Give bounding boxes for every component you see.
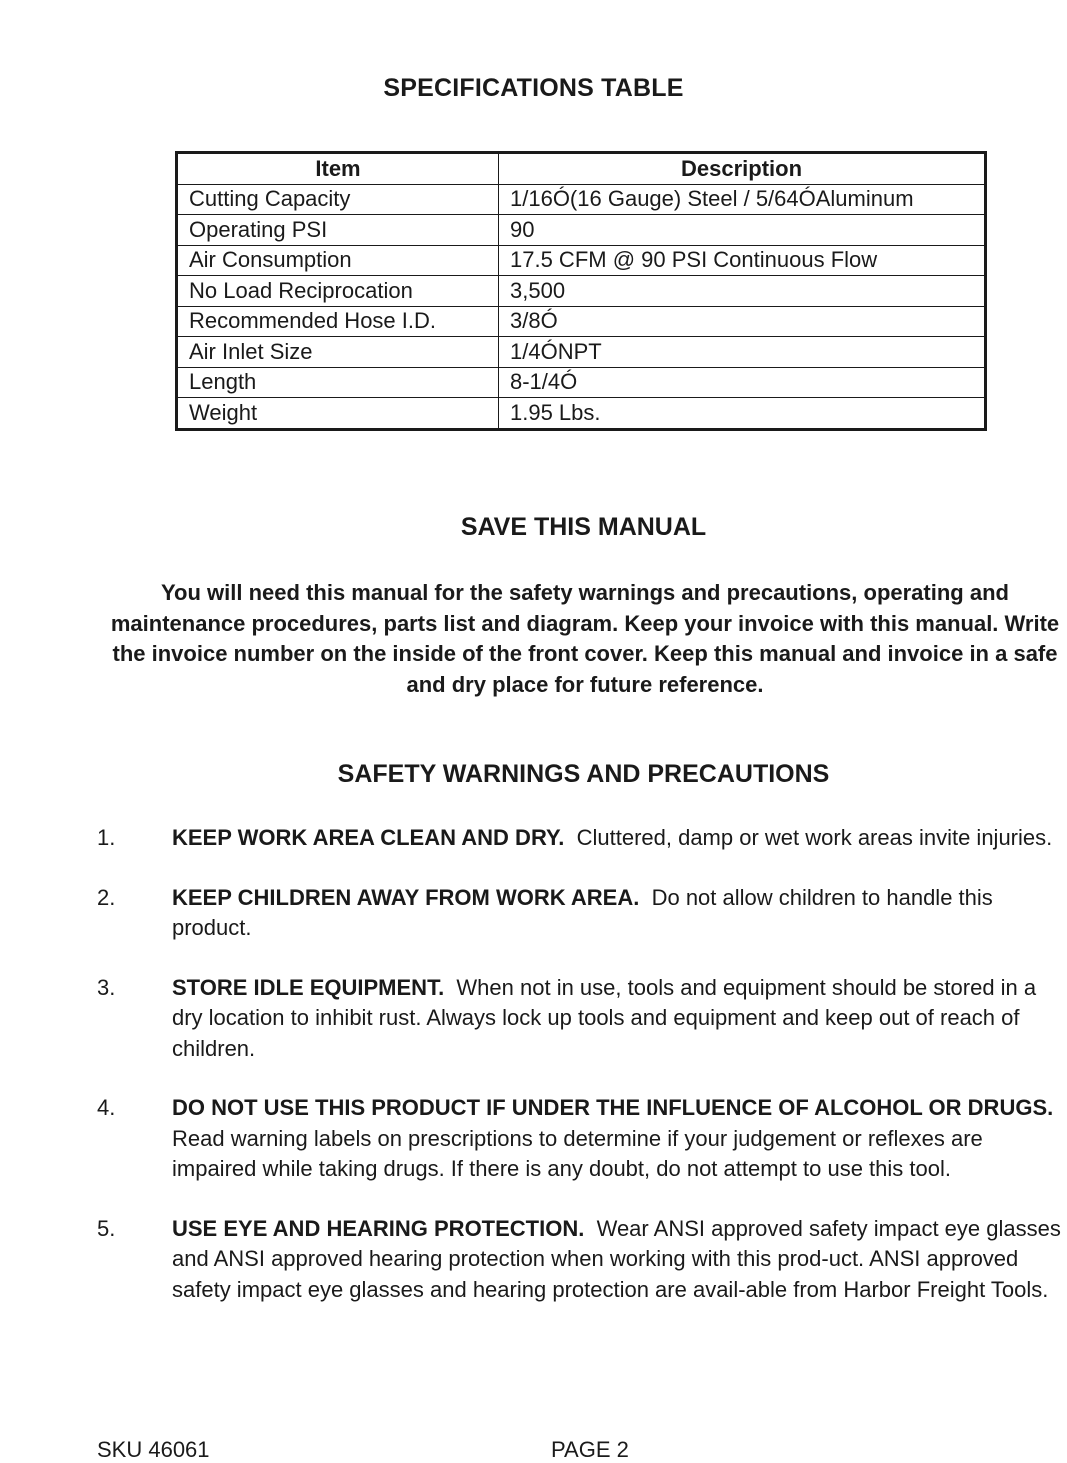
spec-description-cell: 1/16Ó(16 Gauge) Steel / 5/64ÓAluminum [499, 184, 986, 215]
spec-description-cell: 1/4ÓNPT [499, 337, 986, 368]
item-text: Wear ANSI approved safety impact eye glasses and ANSI approved hearing protection when working with this prod-uct. ANSI approved safety impact eye glasses and hearing protection are avail-able from Harbor Freight Tools. [172, 1215, 1061, 1302]
spec-item-cell: Weight [177, 398, 499, 430]
table-row [177, 276, 986, 307]
list-item [0, 883, 1067, 944]
table-row [177, 306, 986, 337]
item-content [172, 883, 1062, 944]
item-text: Read warning labels on prescriptions to determine if your judgement or reflexes are impaired while taking drugs. If there is any doubt, do not attempt to use this tool. [172, 1125, 983, 1181]
spec-description-cell: 3,500 [499, 276, 986, 307]
list-item [0, 973, 1067, 1065]
list-item [0, 1214, 1067, 1306]
item-content [172, 823, 1062, 854]
spec-item-cell: Recommended Hose I.D. [177, 306, 499, 337]
footer-page-number: PAGE 2 [551, 1437, 629, 1462]
table-row [177, 367, 986, 398]
item-number: 1. [97, 825, 116, 850]
spec-item-cell: Air Consumption [177, 245, 499, 276]
item-bold-lead: STORE IDLE EQUIPMENT. [172, 974, 445, 1000]
spec-item-cell: No Load Reciprocation [177, 276, 499, 307]
specifications-table [175, 151, 987, 431]
spec-item-cell: Air Inlet Size [177, 337, 499, 368]
item-bold-lead: KEEP WORK AREA CLEAN AND DRY. [172, 825, 565, 850]
spec-description-cell: 8-1/4Ó [499, 367, 986, 398]
safety-warnings-list [0, 823, 1067, 1334]
item-text: Cluttered, damp or wet work areas invite injuries. [576, 825, 1053, 850]
item-bold-lead: DO NOT USE THIS PRODUCT IF UNDER THE INFLUENCE OF ALCOHOL OR DRUGS. [172, 1095, 1054, 1120]
item-number: 5. [97, 1215, 116, 1241]
item-content [172, 973, 1062, 1065]
item-number: 2. [97, 884, 116, 910]
list-item [0, 1093, 1067, 1185]
footer-sku: SKU 46061 [97, 1437, 210, 1462]
spec-description-cell: 3/8Ó [499, 306, 986, 337]
item-text: When not in use, tools and equipment should be stored in a dry location to inhibit rust. Always lock up tools and equipment and keep out of reach of children. [172, 974, 1037, 1061]
spec-item-cell: Cutting Capacity [177, 184, 499, 215]
spec-description-cell: 17.5 CFM @ 90 PSI Continuous Flow [499, 245, 986, 276]
column-header-description: Description [499, 153, 986, 185]
item-text: Do not allow children to handle this product. [172, 884, 993, 940]
page-title: SPECIFICATIONS TABLE [383, 74, 684, 102]
safety-heading: SAFETY WARNINGS AND PRECAUTIONS [337, 760, 830, 788]
spec-description-cell: 90 [499, 215, 986, 246]
item-bold-lead: KEEP CHILDREN AWAY FROM WORK AREA. [172, 884, 640, 910]
save-manual-heading: SAVE THIS MANUAL [460, 513, 707, 541]
item-content [172, 1214, 1062, 1306]
spec-item-cell: Length [177, 367, 499, 398]
table-row [177, 215, 986, 246]
save-manual-body: You will need this manual for the safety warnings and precautions, operating and maintenance procedures, parts list and diagram. Keep your invoice with this manual. Write the invoice number on the inside of the front cover. Keep this manual and invoice in a safe and dry place for future reference. [110, 580, 1060, 697]
spec-item-cell: Operating PSI [177, 215, 499, 246]
table-row [177, 245, 986, 276]
list-item [0, 823, 1067, 854]
item-content [172, 1093, 1062, 1185]
column-header-item: Item [177, 153, 499, 185]
item-number: 4. [97, 1095, 116, 1120]
item-number: 3. [97, 974, 116, 1000]
item-bold-lead: USE EYE AND HEARING PROTECTION. [172, 1215, 585, 1241]
table-row [177, 337, 986, 368]
table-header-row [177, 153, 986, 185]
table-row [177, 398, 986, 430]
table-row [177, 184, 986, 215]
spec-description-cell: 1.95 Lbs. [499, 398, 986, 430]
